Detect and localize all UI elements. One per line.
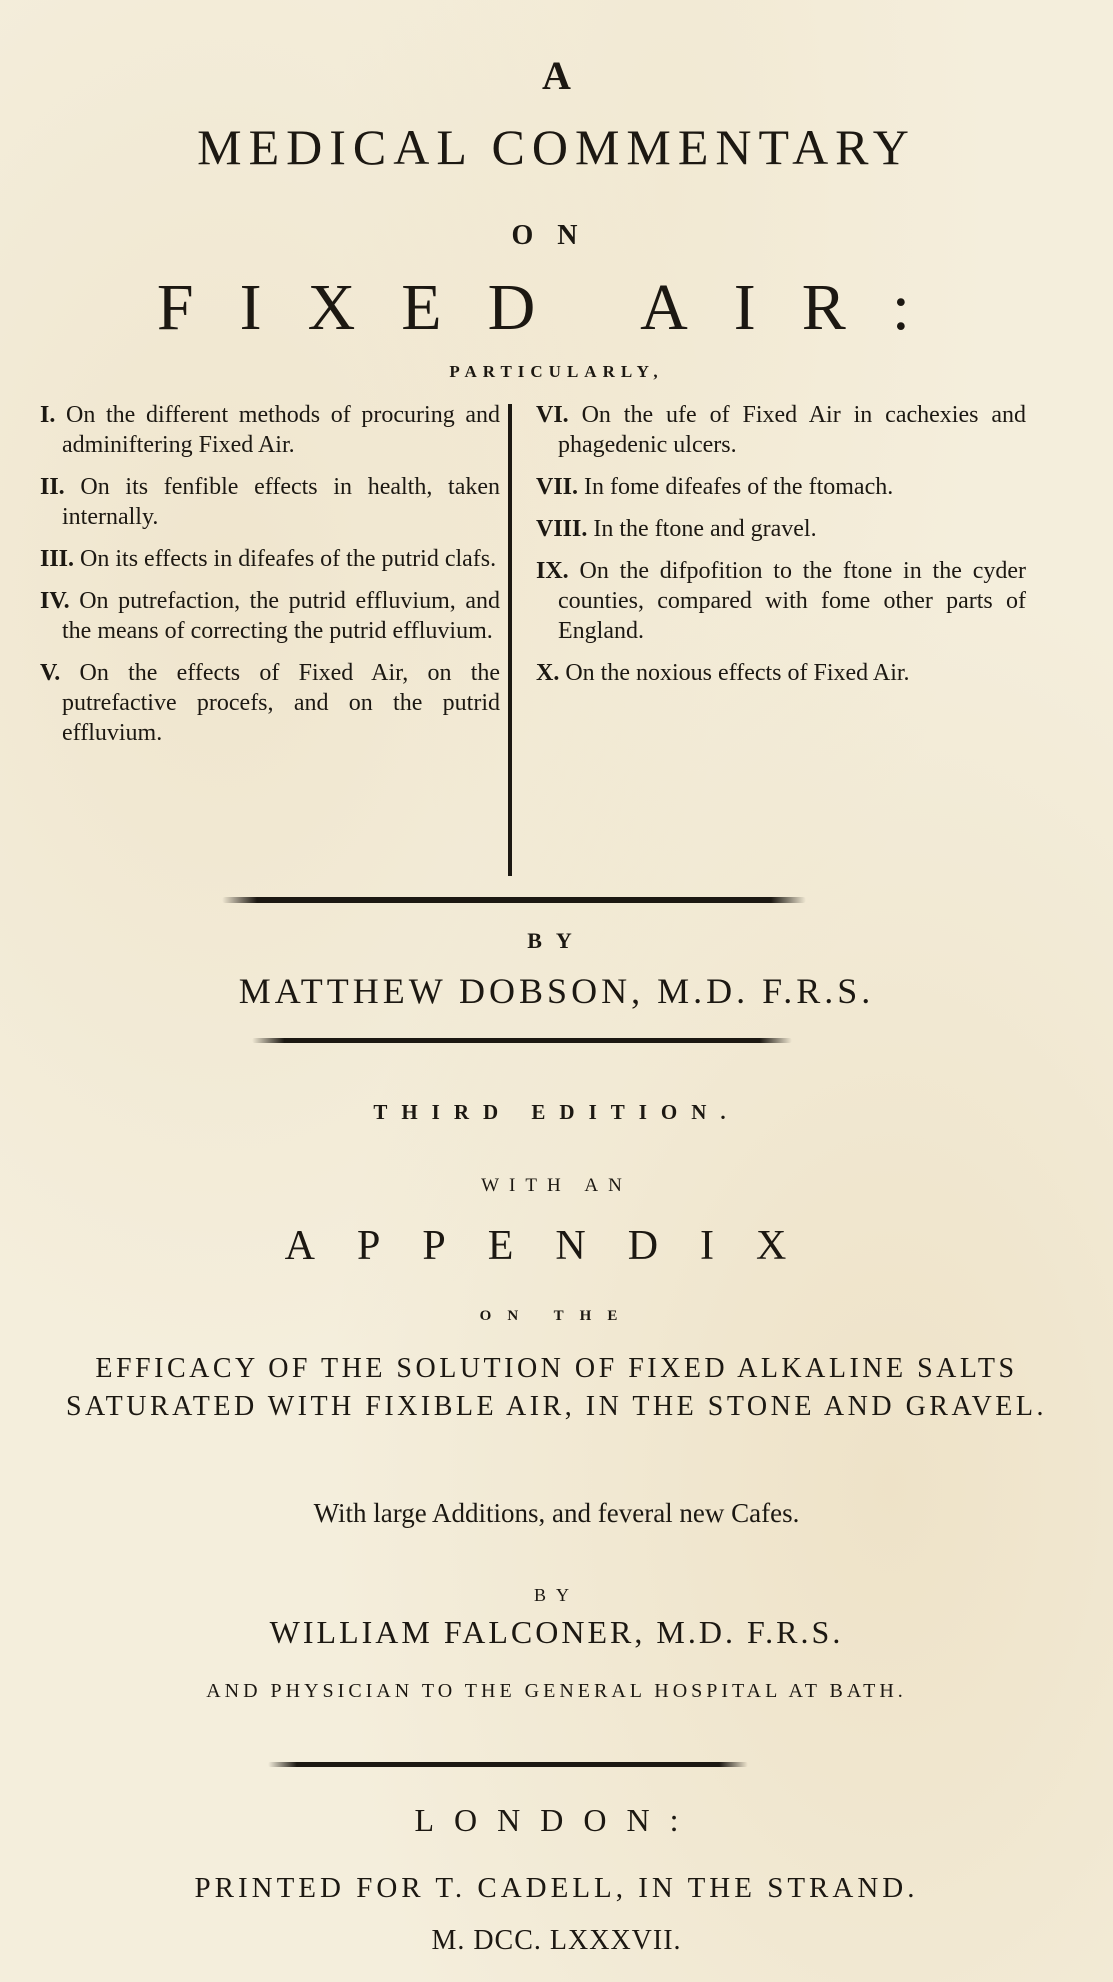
topic-number: X.	[536, 660, 560, 686]
topic-number: VII.	[536, 474, 579, 500]
topic-number: V.	[40, 660, 61, 686]
topic-item	[536, 658, 1026, 688]
imprint-city: LONDON:	[414, 1802, 699, 1838]
topic-text: On its fenfible effects in health, taken internally.	[62, 474, 500, 530]
title-on: ON	[511, 220, 602, 251]
topic-item	[536, 400, 1026, 460]
topic-number: II.	[40, 474, 65, 500]
edition-label: THIRD EDITION.	[373, 1100, 740, 1124]
topic-text: On its effects in difeafes of the putrid clafs.	[80, 546, 497, 572]
ornamental-rule	[222, 897, 806, 903]
imprint-date: M. DCC. LXXXVII.	[431, 1925, 682, 1956]
on-the-label: ON THE	[479, 1308, 634, 1324]
author-name: MATTHEW DOBSON, M.D. F.R.S.	[238, 971, 875, 1011]
topic-text: On the effects of Fixed Air, on the putrefactive procefs, and on the putrid effluvium.	[62, 660, 501, 746]
topic-text: On the different methods of procuring and adminiftering Fixed Air.	[62, 402, 500, 458]
topic-text: In fome difeafes of the ftomach.	[584, 474, 894, 500]
particularly-heading: PARTICULARLY,	[449, 362, 664, 381]
topic-number: III.	[40, 546, 75, 572]
topic-number: IV.	[40, 588, 70, 614]
topic-number: VIII.	[536, 516, 588, 542]
ornamental-rule	[268, 1762, 748, 1767]
topic-item	[536, 472, 1026, 502]
topic-text: On the difpofition to the ftone in the cyder counties, compared with fome other parts of England.	[558, 558, 1026, 644]
imprint-printer: PRINTED FOR T. CADELL, IN THE STRAND.	[194, 1872, 919, 1904]
topic-text: On putrefaction, the putrid effluvium, and the means of correcting the putrid effluvium.	[62, 588, 500, 644]
topic-item	[536, 514, 1026, 544]
topic-text: In the ftone and gravel.	[593, 516, 817, 542]
title-main: MEDICAL COMMENTARY	[197, 119, 916, 175]
by-label: BY	[533, 1585, 579, 1605]
author-name: WILLIAM FALCONER, M.D. F.R.S.	[269, 1614, 844, 1650]
topic-item	[40, 400, 500, 460]
topic-text: On the noxious effects of Fixed Air.	[565, 660, 910, 686]
topic-item	[40, 472, 500, 532]
title-article: A	[542, 53, 571, 98]
topic-number: I.	[40, 402, 56, 428]
topic-item	[40, 544, 500, 574]
topic-item	[536, 556, 1026, 646]
column-divider	[508, 404, 512, 876]
topics-columns	[40, 400, 1073, 880]
title-subject: FIXED AIR:	[156, 271, 957, 344]
topic-item	[40, 658, 500, 748]
by-label: BY	[527, 928, 586, 953]
topic-number: IX.	[536, 558, 569, 584]
appendix-heading: APPENDIX	[284, 1223, 829, 1269]
author-affiliation: AND PHYSICIAN TO THE GENERAL HOSPITAL AT BATH.	[206, 1680, 907, 1702]
with-an-label: WITH AN	[481, 1175, 632, 1196]
additions-note: With large Additions, and feveral new Cafes.	[313, 1498, 800, 1528]
topic-item	[40, 586, 500, 646]
topics-left-column	[40, 400, 500, 760]
topic-text: On the ufe of Fixed Air in cachexies and phagedenic ulcers.	[558, 402, 1027, 458]
topics-right-column	[536, 400, 1026, 700]
ornamental-rule	[252, 1038, 792, 1043]
topic-number: VI.	[536, 402, 569, 428]
appendix-subject: EFFICACY OF THE SOLUTION OF FIXED ALKALINE SALTS SATURATED WITH FIXIBLE AIR, IN THE STONE AND GRAVEL.	[65, 1353, 1048, 1422]
